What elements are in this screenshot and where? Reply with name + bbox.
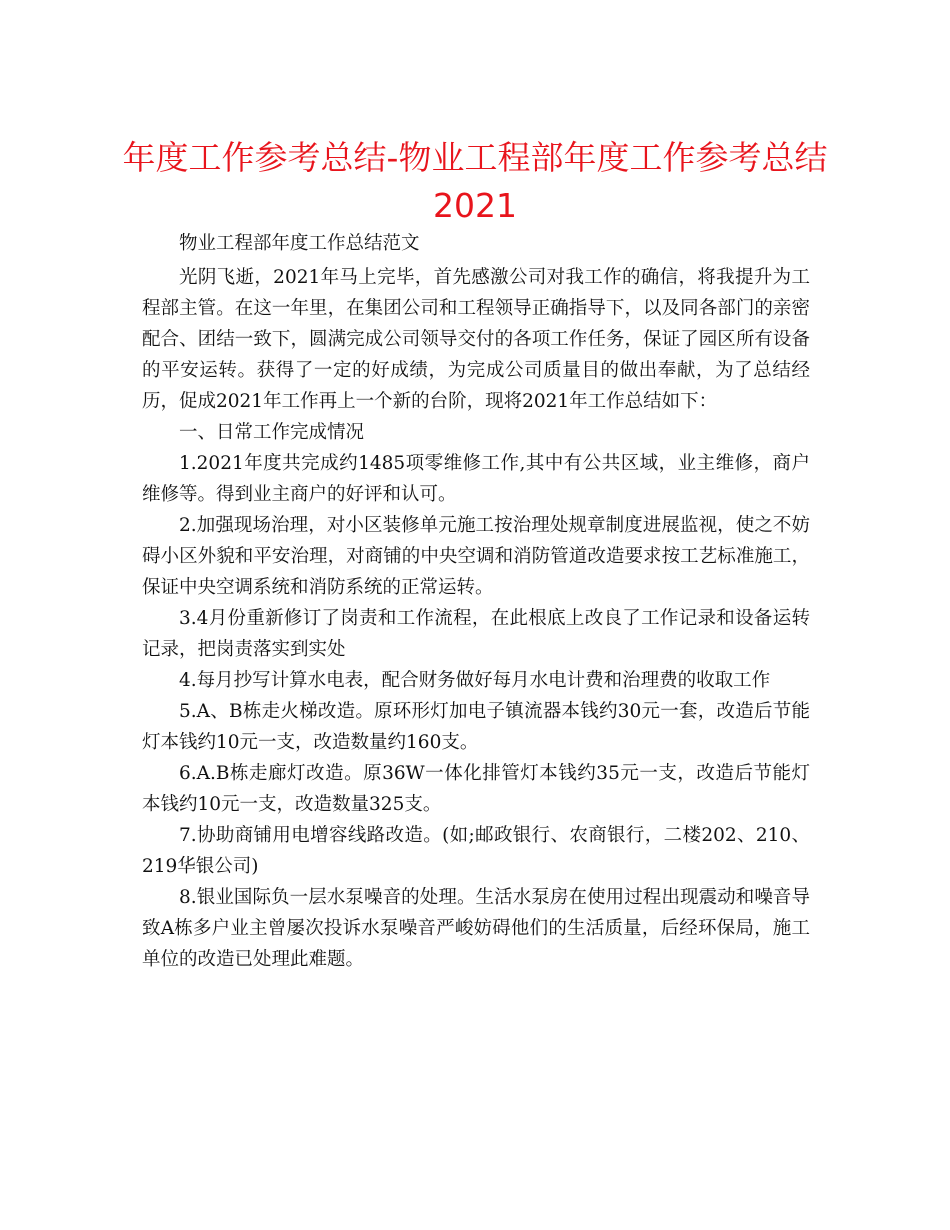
- paragraph-item-8: 8.银业国际负一层水泵噪音的处理。生活水泵房在使用过程出现震动和噪音导致A栋多户业主曾屡次投诉水泵噪音严峻妨碍他们的生活质量，后经环保局，施工单位的改造已处理此难题。: [142, 887, 810, 970]
- paragraph-intro: 光阴飞逝，2021年马上完毕，首先感激公司对我工作的确信，将我提升为工程部主管。在这一年里，在集团公司和工程领导正确指导下，以及同各部门的亲密配合、团结一致下，圆满完成公司领导交付的各项工作任务，保证了园区所有设备的平安运转。获得了一定的好成绩，为完成公司质量目的做出奉献，为了总结经历，促成2021年工作再上一个新的台阶，现将2021年工作总结如下：: [142, 267, 810, 412]
- document-title: 年度工作参考总结-物业工程部年度工作参考总结2021: [122, 138, 828, 225]
- paragraph-item-3: 3.4月份重新修订了岗责和工作流程，在此根底上改良了工作记录和设备运转记录，把岗责落实到实处: [142, 608, 810, 660]
- paragraph-item-7: 7.协助商铺用电增容线路改造。(如;邮政银行、农商银行，二楼202、210、219华银公司): [142, 825, 810, 877]
- document-subtitle: 物业工程部年度工作总结范文: [179, 233, 420, 254]
- paragraph-item-5: 5.A、B栋走火梯改造。原环形灯加电子镇流器本钱约30元一套，改造后节能灯本钱约10元一支，改造数量约160支。: [142, 701, 810, 753]
- paragraph-item-1: 1.2021年度共完成约1485项零维修工作,其中有公共区域，业主维修，商户维修等。得到业主商户的好评和认可。: [142, 453, 810, 505]
- document-body: [142, 228, 810, 975]
- paragraph-item-4: 4.每月抄写计算水电表，配合财务做好每月水电计费和治理费的收取工作: [179, 670, 771, 691]
- paragraph-item-2: 2.加强现场治理，对小区装修单元施工按治理处规章制度进展监视，使之不妨碍小区外貌和平安治理，对商铺的中央空调和消防管道改造要求按工艺标准施工，保证中央空调系统和消防系统的正常运转。: [142, 515, 810, 598]
- paragraph-item-6: 6.A.B栋走廊灯改造。原36W一体化排管灯本钱约35元一支，改造后节能灯本钱约10元一支，改造数量325支。: [142, 763, 810, 815]
- section-heading-daily-work: 一、日常工作完成情况: [179, 422, 365, 443]
